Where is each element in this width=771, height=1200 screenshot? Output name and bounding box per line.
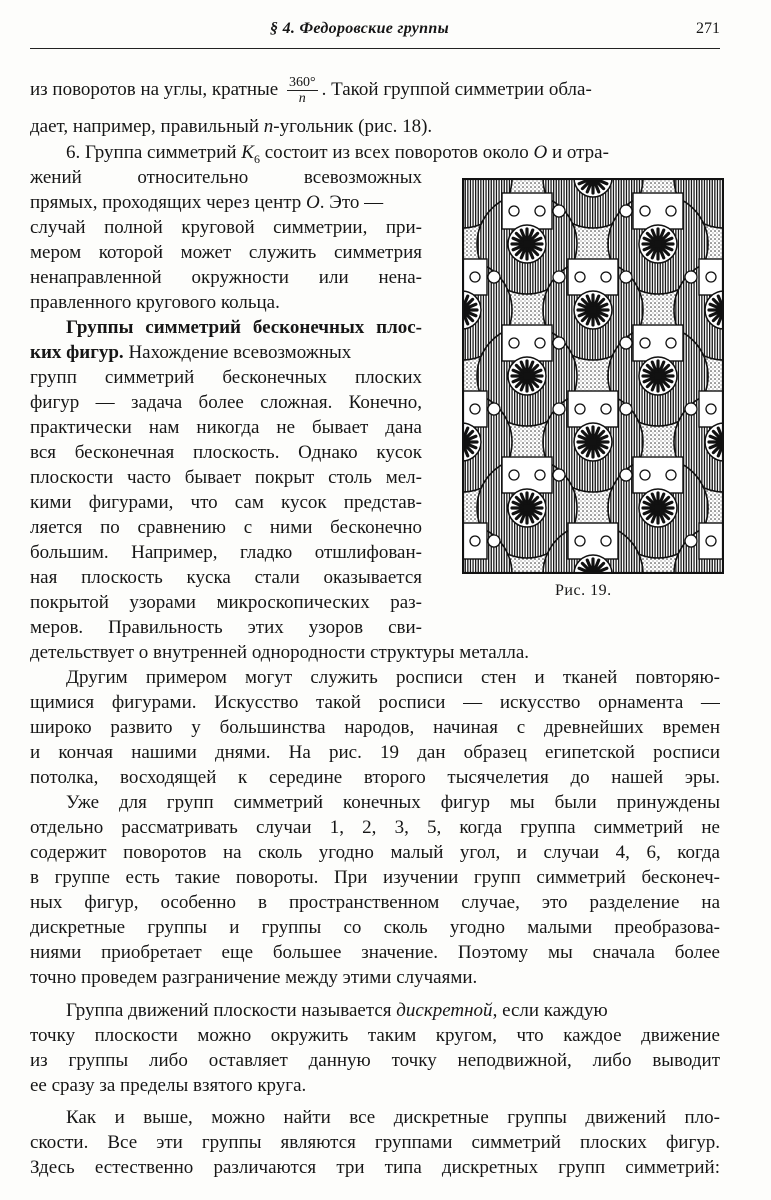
text-line-15: вся бесконечная плоскость. Однако кусок bbox=[30, 442, 422, 463]
text-line-18: ляется по сравнению с ними бесконечно bbox=[30, 517, 422, 538]
text-line-33: ных фигур, особенно в пространственном случае, это разделение на bbox=[30, 892, 720, 913]
text-line-4: жений относительно всевозможных bbox=[30, 167, 422, 188]
text-line-42: скости. Все эти группы являются группами симметрий плоских фигур. bbox=[30, 1132, 720, 1153]
text-line-36: точно проведем разграничение между этими случаями. bbox=[30, 967, 478, 988]
text-line-28: потолка, восходящей к середине второго тысячелетия до нашей эры. bbox=[30, 767, 720, 788]
text-line-13: фигур — задача более сложная. Конечно, bbox=[30, 392, 422, 413]
text-line-23: детельствует о внутренней однородности структуры металла. bbox=[30, 642, 530, 663]
text-line-41: Как и выше, можно найти все дискретные группы движений пло- bbox=[66, 1107, 720, 1128]
text-line-43: Здесь естественно различаются три типа дискретных групп симметрий: bbox=[30, 1157, 720, 1178]
text-line-1: из поворотов на углы, кратные $\frac{360^\circ}{n}$ . Такой группой симметрии обла- bbox=[30, 75, 592, 107]
text-line-7: мером которой может служить симметрия bbox=[30, 242, 422, 263]
text-line-35: ниями приобретает еще большее значение. Поэтому мы сначала более bbox=[30, 942, 720, 963]
text-line-21: покрытой узорами микроскопических раз- bbox=[30, 592, 422, 613]
figure-caption: Рис. 19. bbox=[555, 582, 612, 599]
section-heading: Группы симметрий бесконечных плос- bbox=[66, 317, 422, 338]
text-line-30: отдельно рассматривать случаи 1, 2, 3, 5, когда группа симметрий не bbox=[30, 817, 720, 838]
text-line-14: практически нам никогда не бывает дана bbox=[30, 417, 422, 438]
text-line-27: и кончая нашими днями. На рис. 19 дан образец египетской росписи bbox=[30, 742, 720, 763]
text-line-37: Группа движений плоскости называется дискретной, если каждую bbox=[66, 1000, 608, 1021]
text-line-20: ная плоскость куска стали оказывается bbox=[30, 567, 422, 588]
ornament-figure bbox=[462, 178, 724, 574]
text-line-17: кими фигурами, что сам кусок представ- bbox=[30, 492, 422, 513]
page-number: 271 bbox=[696, 20, 720, 37]
text-line-11: ких фигур. Нахождение всевозможных bbox=[30, 342, 352, 363]
text-line-19: большим. Например, гладко отшлифован- bbox=[30, 542, 422, 563]
text-line-38: точку плоскости можно окружить таким кругом, что каждое движение bbox=[30, 1025, 720, 1046]
text-line-9: правленного кругового кольца. bbox=[30, 292, 280, 313]
text-line-29: Уже для групп симметрий конечных фигур мы были принуждены bbox=[66, 792, 720, 813]
text-line-24: Другим примером могут служить росписи стен и тканей повторяю- bbox=[66, 667, 720, 688]
text-line-32: в группе есть такие повороты. При изучении групп симметрий бесконеч- bbox=[30, 867, 720, 888]
text-line-22: меров. Правильность этих узоров сви- bbox=[30, 617, 422, 638]
text-line-40: ее сразу за пределы взятого круга. bbox=[30, 1075, 307, 1096]
text-line-6: случай полной круговой симметрии, при- bbox=[30, 217, 422, 238]
text-line-3: 6. Группа симметрий $K_6$ состоит из всех поворотов около O и отра- bbox=[66, 142, 609, 166]
page-header bbox=[30, 14, 720, 49]
text-line-2: дает, например, правильный n-угольник (рис. 18). bbox=[30, 116, 433, 137]
text-line-5: прямых, проходящих через центр O. Это — bbox=[30, 192, 384, 213]
text-line-31: содержит поворотов на сколь угодно малый угол, и случаи 4, 6, когда bbox=[30, 842, 720, 863]
running-title: § 4. Федоровские группы bbox=[270, 20, 449, 37]
text-line-26: широко развито у большинства народов, начиная с древнейших времен bbox=[30, 717, 720, 738]
text-line-34: дискретные группы и группы со сколь угодно малыми преобразова- bbox=[30, 917, 720, 938]
text-line-8: ненаправленной окружности или нена- bbox=[30, 267, 422, 288]
text-line-16: плоскости часто бывает покрыт столь мел- bbox=[30, 467, 422, 488]
text-line-25: щимися фигурами. Искусство такой росписи — искусство орнамента — bbox=[30, 692, 720, 713]
text-line-39: из группы либо оставляет данную точку неподвижной, либо выводит bbox=[30, 1050, 720, 1071]
text-line-12: групп симметрий бесконечных плоских bbox=[30, 367, 422, 388]
fraction-360-over-n: $\frac{360^\circ}{n}$ bbox=[288, 75, 316, 107]
